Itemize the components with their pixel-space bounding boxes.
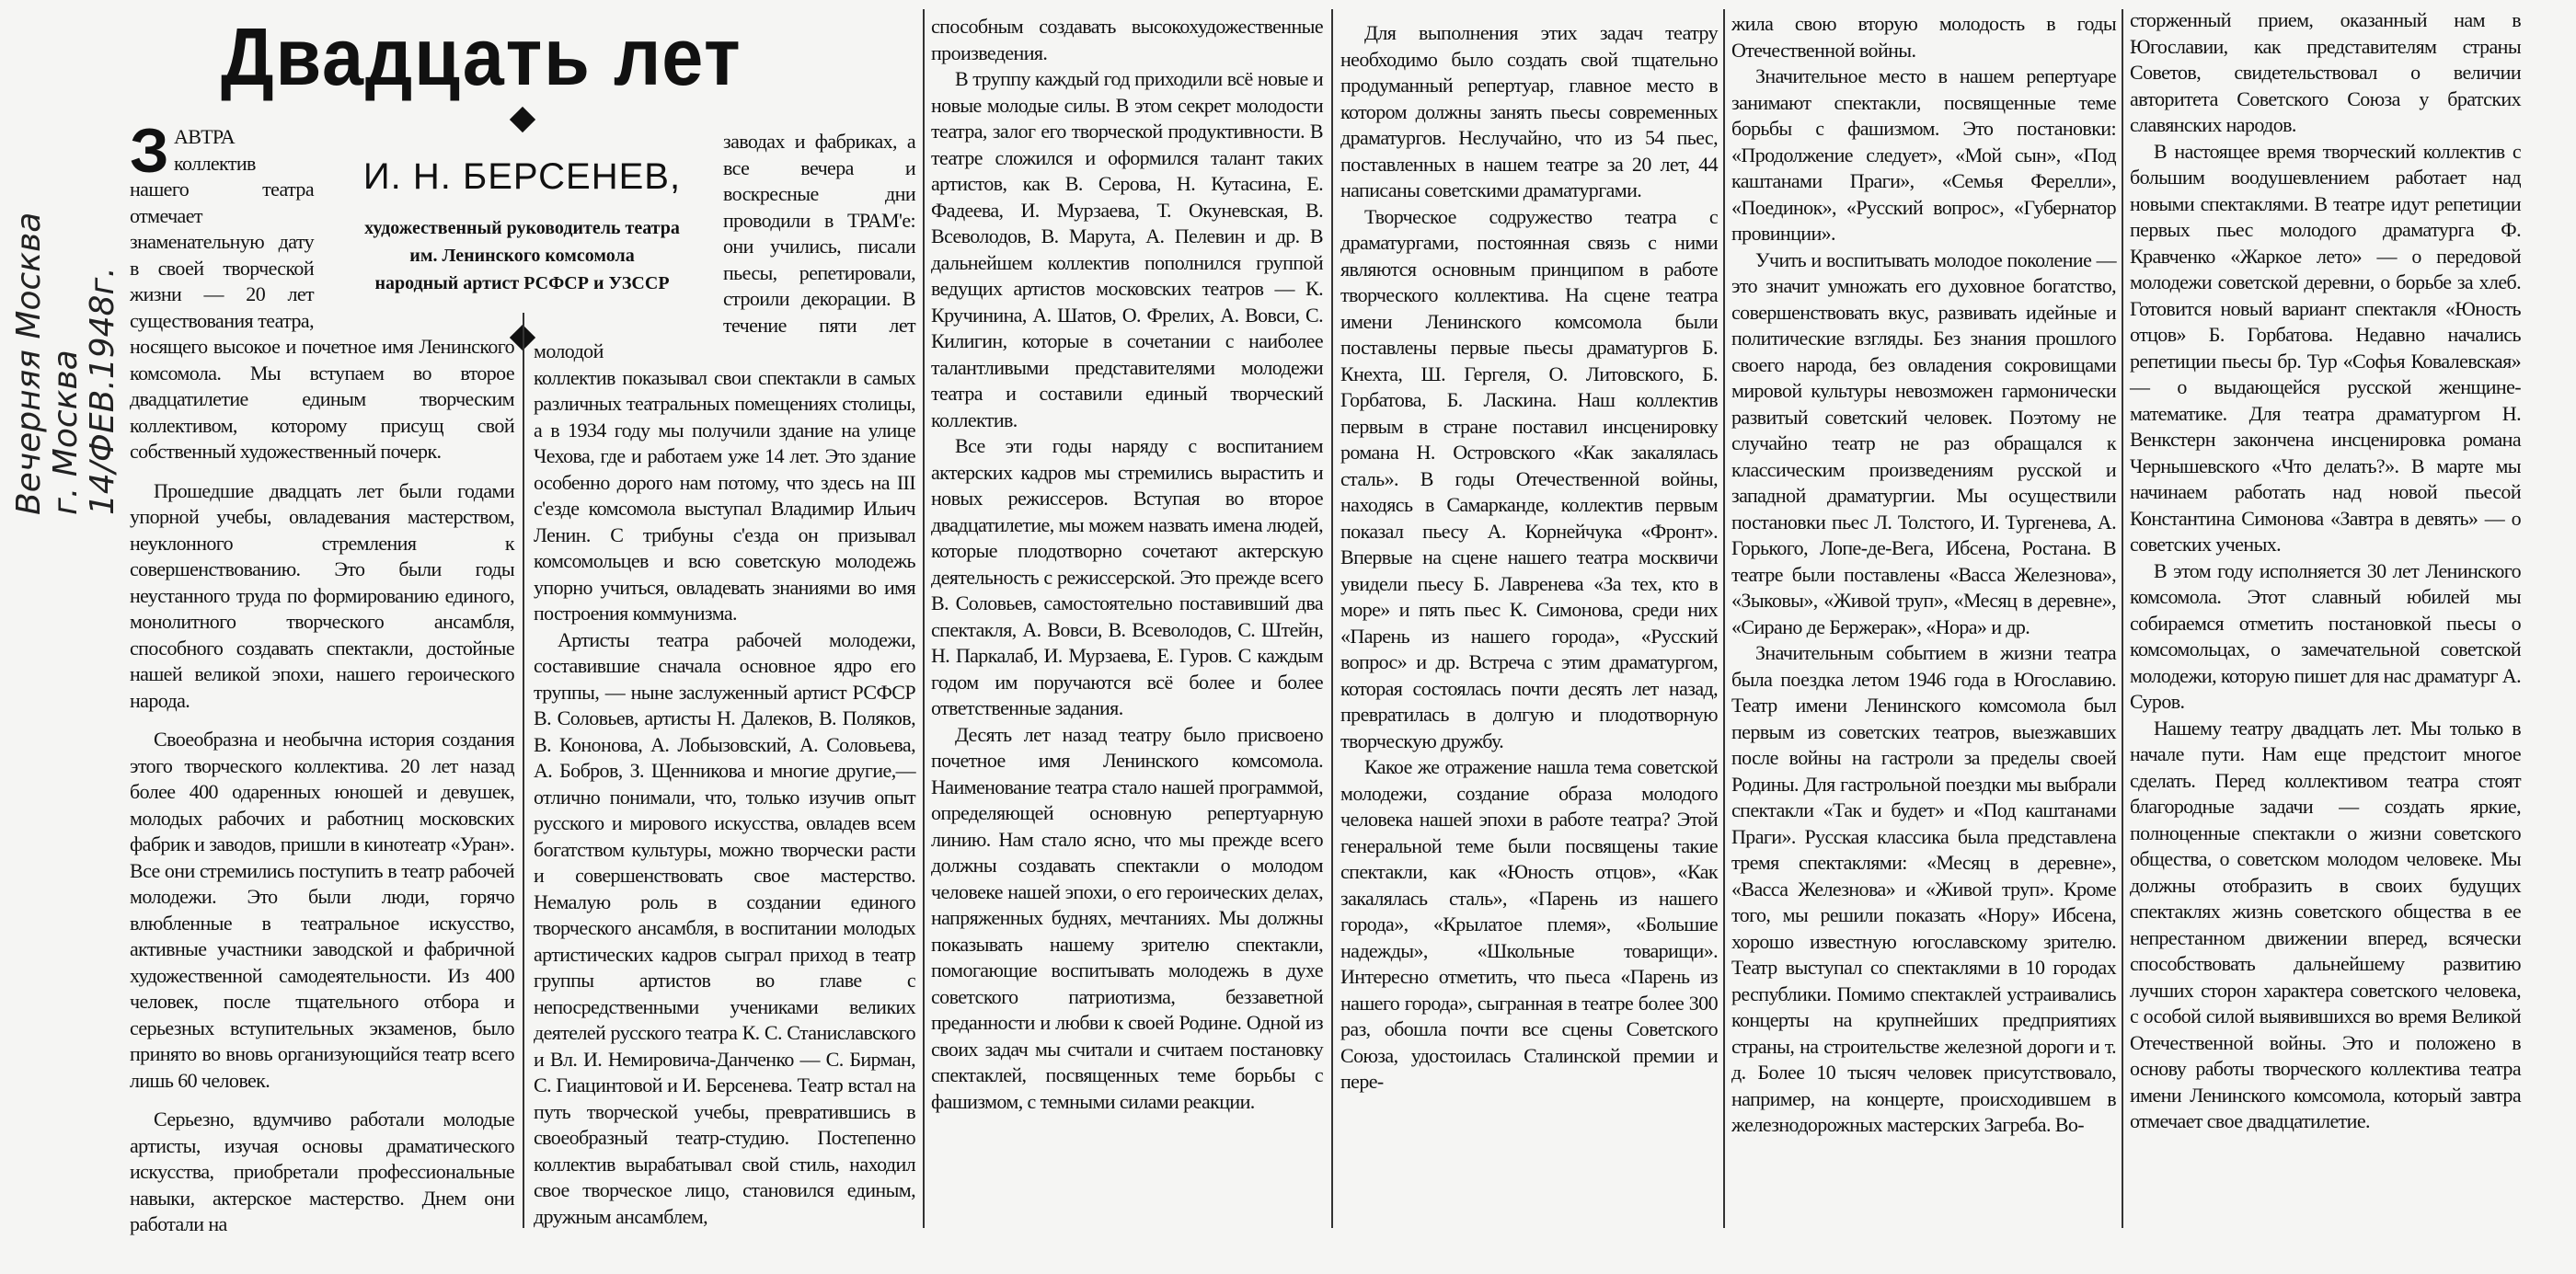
paragraph: жила свою вторую молодость в годы Отечественной войны. — [1731, 12, 2116, 62]
article-column-4 — [1340, 20, 1718, 1096]
article-column-1 — [130, 116, 514, 1238]
paragraph: Своеобразна и необычна история создания этого творческого коллектива. 20 лет назад более 400 одаренных юношей и девушек, молодых рабочих и работниц московских фабрик и заводов, пришли в кинотеатр «Уран». Все они стремились поступить в театр рабочей молодежи. Это были люди, горячо влюбленные в театральное искусство, активные участники заводской и фабричной художественной самодеятельности. Из 400 человек, после тщательного отбора и серьезных вступительных экзаменов, было принято во вновь организующийся театр всего лишь 60 человек. — [130, 728, 514, 1092]
author-block-space — [314, 124, 514, 313]
paragraph: Творческое содружество театра с драматургами, постоянная связь с ними являются основным принципом в работе творческого коллектива. На сцене театра имени Ленинского комсомола были поставлены первые пьесы драматургов Б. Кнехта, Ш. Гергеля, О. Литовского, Б. Горбатова, Б. Ласкина. Наш коллектив первым в стране поставил инсценировку романа Н. Островского «Как закалялась сталь». В годы Отечественной войны, находясь в Самарканде, коллектив первым показал пьесу А. Корнейчука «Фронт». Впервые на сцене нашего театра москвичи увидели пьесу Б. Лавренева «За тех, кто в море» и пять пьес К. Симонова, среди них «Парень из нашего города», «Русский вопрос» и др. Встреча с этим драматургом, которая состоялась почти десять лет назад, превратилась в долгую и плодотворную творческую дружбу. — [1340, 204, 1718, 752]
author-block-space — [534, 129, 723, 313]
paragraph: В труппу каждый год приходили всё новые и новые молодые силы. В этом секрет молодости театра, залог его творческой продуктивности. В театре сложился и оформился талант таких артистов, как В. Серова, Н. Кутасина, Е. Фадеева, И. Мурзаева, Т. Окуневская, В. Всеволодов, В. Марута, А. Пелевин и др. В дальнейшем коллектив пополнился группой ведущих артистов московских театров — К. Кручинина, А. Шатов, О. Фрелих, А. Вовси, С. Килигин, которые в сочетании с наиболее талантливыми представителями молодежи театра и составили единый творческий коллектив. — [931, 67, 1323, 431]
paragraph: Артисты театра рабочей молодежи, составившие сначала основное ядро его труппы, — ныне заслуженный артист РСФСР В. Соловьев, артисты Н. Далеков, В. Поляков, В. Кононова, А. Лобызовский, А. Соловьева, А. Бобров, З. Щенникова и многие другие,—отлично понимали, что, только изучив опыт русского и мирового искусства, овладев всем богатством культуры, можно творчески расти и совершенствовать свое мастерство. Немалую роль в создании единого творческого ансамбля, в воспитании молодых артистических кадров сыграл приход в театр группы артистов во главе с непосредственными учениками великих деятелей русского театра К. С. Станиславского и Вл. И. Немировича-Данченко — С. Бирман, С. Гиацинтовой и И. Берсенева. Театр встал на путь творческой учебы, превратившись в своеобразный театр-студию. Постепенно коллектив вырабатывал свой стиль, находил свое творческое лицо, становился единым, дружным ансамблем, — [534, 627, 915, 1228]
paragraph: Какое же отражение нашла тема советской молодежи, создание образа молодого человека нашей эпохи в работе театра? Этой генеральной теме были посвящены такие спектакли, как «Юность отцов», «Как закалялась сталь», «Парень из нашего города», «Крылатое племя», «Большие надежды», «Школьные товарищи». Интересно отметить, что пьеса «Парень из нашего города», сыгранная в театре более 300 раз, обошла почти все сцены Советского Союза, удостоилась Сталинской премии и пере- — [1340, 755, 1718, 1093]
author-name: И. Н. БЕРСЕНЕВ, — [362, 156, 682, 197]
column-divider — [923, 9, 925, 1228]
paragraph: Серьезно, вдумчиво работали молодые артисты, изучая основы драматического искусства, приобретали профессиональные навыки, актерское мастерство. Днем они работали на — [130, 1108, 514, 1235]
paragraph: В настоящее время творческий коллектив с большим воодушевлением работает над новыми спектаклями. В театре идут репетиции первых пьес молодого драматурга Ф. Кравченко «Жаркое лето» — о передовой молодежи советской деревни, о борьбе за хлеб. Готовится новый вариант спектакля «Юность отцов» Б. Горбатова. Недавно начались репетиции пьесы бр. Тур «Софья Ковалевская» — о выдающейся русской женщине-математике. Для театра драматургом Н. Венкстерн закончена инсценировка романа Чернышевского «Что делать?». В марте мы начинаем работать над новой пьесой Константина Симонова «Завтра в девять» — о советских ученых. — [2130, 139, 2521, 556]
author-role: им. Ленинского комсомола — [409, 246, 635, 266]
author-role: художественный руководитель театра — [364, 218, 680, 238]
paragraph: Все эти годы наряду с воспитанием актерских кадров мы стремились вырастить и новых режиссеров. Вступая во второе двадцатилетие, мы можем назвать имена людей, которые плодотворно сочетают актерскую деятельность с режиссерской. Это прежде всего В. Соловьев, самостоятельно поставивший два спектакля, А. Вовси, В. Всеволодов, С. Штейн, Н. Паркалаб, И. Мурзаева, Е. Гуров. С каждым годом им поручаются всё более и более ответственные задания. — [931, 434, 1323, 719]
paragraph: сторженный прием, оказанный нам в Югославии, как представителям страны Советов, свидетельствовал о величии авторитета Советского Союза у братских славянских народов. — [2130, 8, 2521, 136]
paragraph: коллектив показывал свои спектакли в самых различных театральных помещениях столицы, а в 1934 году мы получили здание на улице Чехова, где и работаем уже 14 лет. Это здание особенно дорого нам потому, что здесь на III с'езде комсомола выступал Владимир Ильич Ленин. С трибуны с'езда он призывал комсомольцев и всю советскую молодежь упорно учиться, овладевать знаниями во имя построения коммунизма. — [534, 365, 915, 625]
paragraph: Значительное место в нашем репертуаре занимают спектакли, посвященные теме борьбы с фашизмом. Это постановки: «Продолжение следует», «Мой сын», «Под каштанами Праги», «Семья Ферелли», «Поединок», «Русский вопрос», «Губернатор провинции». — [1731, 64, 2116, 245]
handwritten-line: Вечерняя Москва — [10, 212, 48, 515]
paragraph: Нашему театру двадцать лет. Мы только в начале пути. Нам еще предстоит многое сделать. Перед коллективом театра стоят благородные задачи — создать яркие, полноценные спектакли о жизни советского общества, о советском молодом человеке. Мы должны отобразить в своих будущих спектаклях жизнь советского общества в ее непрестанном движении вперед, всячески способствовать дальнейшему развитию лучших сторон характера советского человека, с особой силой выявившихся во время Великой Отечественной войны. Это и положено в основу работы творческого коллектива театра имени Ленинского комсомола, который завтра отмечает свое двадцатилетие. — [2130, 716, 2521, 1132]
article-column-3 — [931, 14, 1323, 1115]
paragraph: способным создавать высокохудожественные произведения. — [931, 15, 1323, 64]
handwritten-line: г. Москва — [47, 350, 85, 515]
paragraph: Десять лет назад театру было присвоено почетное имя Ленинского комсомола. Наименование театра стало нашей программой, определяющей основную репертуарную линию. Нам стало ясно, что мы прежде всего должны создавать спектакли о молодом человеке нашей эпохи, о его героических делах, напряженных буднях, мечтаниях. Мы должны показывать нашему зрителю спектакли, помогающие воспитывать молодежь в духе советского патриотизма, беззаветной преданности и любви к своей Родине. Одной из своих задач мы считали и считаем постановку спектаклей, посвященных теме борьбы с фашизмом, с темными силами реакции. — [931, 722, 1323, 1113]
paragraph: Учить и воспитывать молодое поколение — это значит умножать его духовное богатство, совершенствовать вкус, развивать идейные и политические взгляды. Без знания прошлого своего народа, без овладения сокровищами мировой культуры невозможен гармонически развитый советский человек. Поэтому не случайно театр не раз обращался к классическим произведениям русской и западной драматургии. Мы осуществили постановки пьес Л. Толстого, И. Тургенева, А. Горького, Лопе-де-Вега, Ибсена, Ростана. В театре были поставлены «Васса Железнова», «Зыковы», «Живой труп», «Месяц в деревне», «Сирано де Бержерак», «Нора» и др. — [1731, 247, 2116, 638]
paragraph: Значительным событием в жизни театра была поездка летом 1946 года в Югославию. Театр имени Ленинского комсомола был первым из советских театров, выезжавших после войны на гастроли за пределы своей Родины. Для гастрольной поездки мы выбрали спектакли «Так и будет» и «Под каштанами Праги». Русская классика была представлена тремя спектаклями: «Месяц в деревне», «Васса Железнова» и «Живой труп». Кроме того, мы решили показать «Нору» Ибсена, хорошо известную югославскому зрителю. Театр выступал со спектаклями в 10 городах республики. Помимо спектаклей устраивались концерты на крупнейших предприятиях страны, на строительстве железной дороги и т. д. Более 10 тысяч человек присутствовало, например, на концерте, происходившем в железнодорожных мастерских Загреба. Во- — [1731, 641, 2116, 1136]
article-column-2 — [534, 129, 915, 1230]
paragraph: Прошедшие двадцать лет были годами упорной учебы, овладевания мастерством, неуклонного стремления к совершенствованию. Это были годы неустанного труда по формированию единого, монолитного творческого ансамбля, способного создавать спектакли, достойные нашей великой эпохи, нашего героического народа. — [130, 478, 514, 712]
lead-text: АВТРА коллектив нашего театра отмечает знаменательную дату в своей творческой жизни — 20 лет существования театра, носящего высокое и почетное имя Ленинского комсомола. Мы вступаем во второе двадцатилетие единым творческим коллективом, которому присущ свой собственный художественный почерк. — [130, 125, 514, 463]
column-divider — [523, 313, 524, 1228]
column-divider — [1331, 9, 1333, 1228]
handwritten-annotation — [11, 212, 121, 515]
article-column-6 — [2130, 7, 2521, 1135]
author-role: народный артист РСФСР и УЗССР — [374, 273, 670, 293]
column-divider — [2122, 9, 2123, 1228]
column-divider — [1723, 9, 1725, 1228]
headline: Двадцать лет — [221, 11, 742, 102]
paragraph: Для выполнения этих задач театру необходимо было создать свой тщательно продуманный репертуар, главное место в котором должны занять пьесы современных драматургов. Неслучайно, что из 54 пьес, поставленных в нашем театре за 20 лет, 44 написаны советскими драматургами. — [1340, 21, 1718, 201]
handwritten-line: 14/ФЕВ.1948г. — [84, 267, 121, 515]
paragraph: В этом году исполняется 30 лет Ленинского комсомола. Этот славный юбилей мы собираемся отметить постановкой пьесы о комсомольцах, о замечательной советской молодежи, которую пишет для нас драматург А. Суров. — [2130, 558, 2521, 713]
article-column-5 — [1731, 11, 2116, 1139]
drop-cap: З — [130, 116, 168, 186]
paragraph: заводах и фабриках, а все вечера и воскресные дни проводили в ТРАМ'е: они учились, писали пьесы, репетировали, строили декорации. В течение пяти лет молодой — [534, 130, 915, 362]
